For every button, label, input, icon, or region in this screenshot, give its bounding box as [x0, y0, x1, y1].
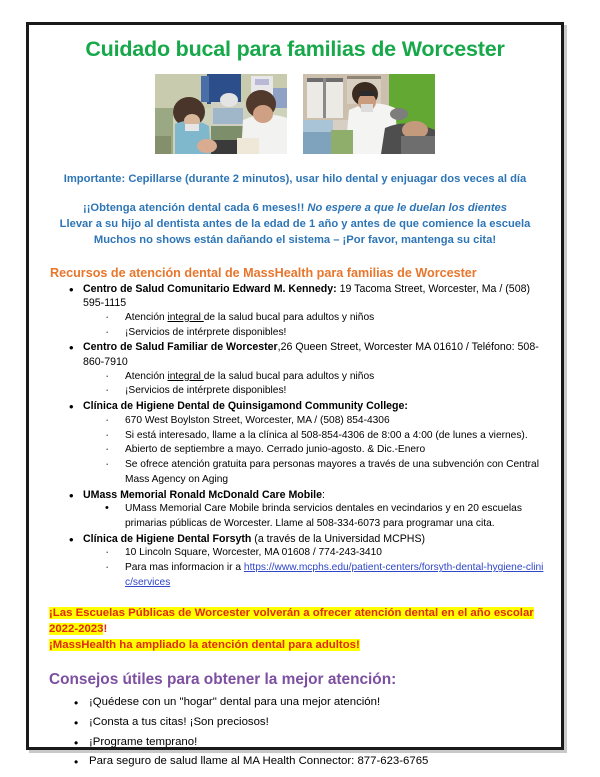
sub-text-pre: Atención	[125, 311, 168, 323]
list-item: · 10 Lincoln Square, Worcester, MA 01608 / 774-243-3410	[83, 546, 551, 561]
notice-line-2-plain: ¡¡Obtenga atención dental cada 6 meses!!	[82, 201, 308, 214]
flyer-border-frame	[26, 22, 564, 768]
resource-name: Centro de Salud Familiar de Worcester	[83, 341, 278, 354]
sub-text-pre: Para mas informacion ir a	[125, 562, 244, 574]
resource-name: Clínica de Higiene Dental de Quinsigamond Community College:	[83, 400, 408, 413]
forsyth-clinic-link[interactable]: https://www.mcphs.edu/patient-centers/forsyth-dental-hygiene-clinic/services	[125, 562, 544, 588]
sub-text-underline: integral	[167, 311, 204, 323]
highlight-line-2	[49, 637, 549, 653]
highlight-line-1-text: ¡Las Escuelas Públicas de Worcester volverán a ofrecer atención dental en el año escolar 2022-2023	[49, 606, 534, 635]
resource-sublist	[83, 502, 551, 532]
list-item: · ¡Servicios de intérprete disponibles!	[83, 384, 551, 399]
notice-line-3: Llevar a su hijo al dentista antes de la edad de 1 año y antes de que comience la escuela	[59, 218, 531, 231]
sub-text-pre: Atención	[125, 370, 168, 382]
notice-line-4: Muchos no shows están dañando el sistema – ¡Por favor, mantenga su cita!	[93, 234, 497, 247]
resource-detail: ,26 Queen Street, Worcester MA 01610 / Teléfono: 508-860-7910	[83, 341, 539, 368]
sub-text-post: de la salud bucal para adultos y niños	[203, 370, 375, 382]
list-item: · Se ofrece atención gratuita para personas mayores a través de una subvención con Central Mass Agency on Aging	[83, 458, 551, 488]
list-item	[39, 340, 551, 399]
tips-heading: Consejos útiles para obtener la mejor atención:	[49, 671, 397, 689]
flyer-content	[29, 25, 561, 768]
list-item	[83, 311, 551, 326]
resource-title-line	[83, 340, 551, 369]
resource-name: Centro de Salud Comunitario Edward M. Kennedy:	[83, 282, 337, 295]
list-item: · ¡Servicios de intérprete disponibles!	[83, 326, 551, 341]
dental-photo-2	[303, 74, 435, 154]
resource-name: Clínica de Higiene Dental Forsyth	[83, 532, 252, 545]
photo-row	[39, 74, 551, 154]
list-item	[39, 488, 551, 532]
sub-text-post: de la salud bucal para adultos y niños	[203, 311, 375, 323]
list-item	[83, 561, 551, 591]
list-item: • ¡Programe temprano!	[39, 733, 551, 753]
list-item: • ¡Quédese con un "hogar" dental para una mejor atención!	[39, 693, 551, 713]
list-item: • ¡Consta a tus citas! ¡Son preciosos!	[39, 713, 551, 733]
resources-heading: Recursos de atención dental de MassHealth para familias de Worcester	[50, 265, 477, 280]
sub-text-underline: integral	[167, 370, 204, 382]
highlight-line-2-text: ¡MassHealth ha ampliado la atención dental para adultos!	[49, 639, 360, 652]
resource-title-line	[83, 282, 551, 311]
highlight-line-1-tail: !	[103, 622, 108, 635]
notice-line-2	[39, 200, 551, 216]
resource-detail: (a través de la Universidad MCPHS)	[251, 532, 426, 545]
resource-detail: 19 Tacoma Street, Worcester, Ma / (508) 595-1115	[83, 282, 531, 310]
resource-title-line	[83, 488, 551, 503]
list-item	[39, 532, 551, 591]
list-item	[83, 370, 551, 385]
resource-sublist	[83, 414, 551, 488]
resource-sublist	[83, 370, 551, 400]
dental-photo-1	[155, 74, 287, 154]
list-item	[39, 282, 551, 341]
list-item: · 670 West Boylston Street, Worcester, MA / (508) 854-4306	[83, 414, 551, 429]
resources-list	[39, 282, 551, 591]
resource-sublist	[83, 311, 551, 341]
list-item	[39, 399, 551, 488]
important-notice	[39, 171, 551, 249]
highlight-announcement	[49, 605, 549, 654]
tips-list	[39, 693, 551, 771]
resource-title-line	[83, 532, 551, 547]
page-title: Cuidado bucal para familias de Worcester	[85, 37, 505, 61]
resource-name: UMass Memorial Ronald McDonald Care Mobile	[83, 488, 322, 501]
notice-line-1: Importante: Cepillarse (durante 2 minutos), usar hilo dental y enjuagar dos veces al día	[63, 172, 527, 185]
resource-sublist	[83, 546, 551, 590]
resource-title-line	[83, 399, 551, 414]
list-item: • Para seguro de salud llame al MA Health Connector: 877-623-6765	[39, 752, 551, 772]
list-item: • UMass Memorial Care Mobile brinda servicios dentales en vecindarios y en 20 escuelas primarias públicas de Worcester. Llame al 508-334-6073 para programar una cita.	[83, 502, 551, 532]
highlight-line-1	[49, 605, 549, 637]
list-item: · Abierto de septiembre a mayo. Cerrado junio-agosto. & Dic.-Enero	[83, 443, 551, 458]
list-item: · Si está interesado, llame a la clínica al 508-854-4306 de 8:00 a 4:00 (de lunes a viernes).	[83, 429, 551, 444]
notice-spacer	[39, 187, 551, 200]
resource-detail: :	[322, 488, 325, 501]
notice-line-2-italic: No espere a que le duelan los dientes	[307, 201, 507, 214]
